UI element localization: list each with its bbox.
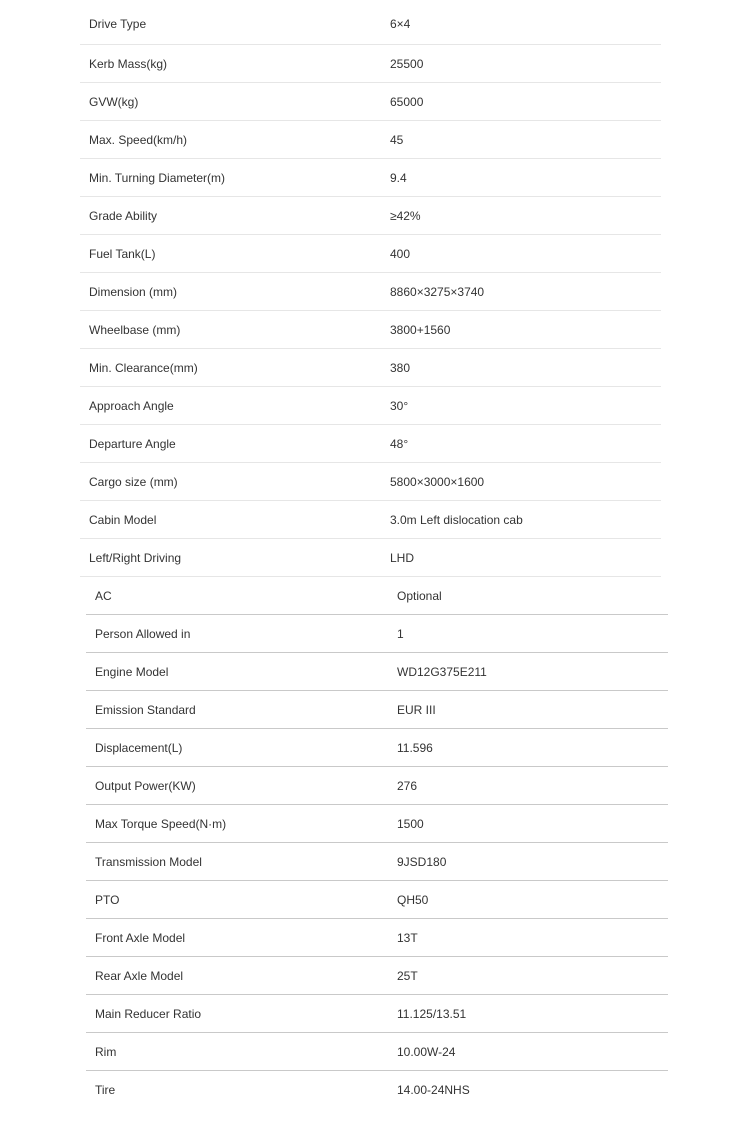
spec-row-pto [0,881,750,919]
spec-label: Approach Angle [89,399,174,413]
spec-label: Displacement(L) [95,741,183,755]
spec-row-max-torque-speed [0,805,750,843]
spec-label: PTO [95,893,120,907]
spec-row-cargo-size [0,463,750,501]
spec-label: Kerb Mass(kg) [89,57,168,71]
spec-row-ac [0,577,750,615]
spec-value: 1 [397,627,404,641]
spec-value: 5800×3000×1600 [390,475,485,489]
spec-value: 276 [397,779,418,793]
spec-label: Cabin Model [89,513,157,527]
spec-row-driving-side [0,539,750,577]
spec-label: Dimension (mm) [89,285,178,299]
spec-value: 9JSD180 [397,855,447,869]
spec-row-fuel-tank [0,235,750,273]
spec-value: 11.596 [397,741,433,755]
spec-value: 11.125/13.51 [397,1007,467,1021]
spec-label: Left/Right Driving [89,551,182,565]
spec-value: 10.00W-24 [397,1045,456,1059]
spec-label: Drive Type [89,17,147,31]
spec-label: Rim [95,1045,117,1059]
spec-row-grade-ability [0,197,750,235]
spec-row-gvw [0,83,750,121]
spec-label: Tire [95,1083,116,1097]
spec-label: GVW(kg) [89,95,139,109]
spec-value: 9.4 [390,171,407,185]
spec-value: 14.00-24NHS [397,1083,470,1097]
spec-value: 45 [390,133,404,147]
spec-value: 13T [397,931,418,945]
spec-row-output-power [0,767,750,805]
spec-label: Fuel Tank(L) [89,247,156,261]
spec-row-engine-model [0,653,750,691]
spec-label: Front Axle Model [95,931,186,945]
spec-label: Min. Clearance(mm) [89,361,198,375]
spec-row-rim [0,1033,750,1071]
spec-row-wheelbase [0,311,750,349]
spec-value: 3800+1560 [390,323,451,337]
spec-value: WD12G375E211 [397,665,487,679]
spec-label: Main Reducer Ratio [95,1007,202,1021]
spec-value: 3.0m Left dislocation cab [390,513,523,527]
spec-value: ≥42% [390,209,421,223]
spec-label: Rear Axle Model [95,969,184,983]
spec-value: 25T [397,969,418,983]
spec-row-rear-axle-model [0,957,750,995]
spec-row-cabin-model [0,501,750,539]
spec-label: Engine Model [95,665,169,679]
spec-value: 65000 [390,95,424,109]
spec-row-person-allowed [0,615,750,653]
spec-row-tire [0,1071,750,1109]
spec-value: 1500 [397,817,424,831]
spec-label: Cargo size (mm) [89,475,178,489]
spec-label: Person Allowed in [95,627,191,641]
spec-label: Max Torque Speed(N·m) [95,817,227,831]
spec-label: Output Power(KW) [95,779,196,793]
spec-row-kerb-mass [0,45,750,83]
spec-value: QH50 [397,893,429,907]
spec-value: 30° [390,399,409,413]
spec-value: LHD [390,551,415,565]
spec-label: Wheelbase (mm) [89,323,181,337]
spec-row-emission-standard [0,691,750,729]
spec-label: Emission Standard [95,703,196,717]
spec-label: AC [95,589,112,603]
spec-row-max-speed [0,121,750,159]
spec-value: 6×4 [390,17,411,31]
spec-row-approach-angle [0,387,750,425]
spec-label: Min. Turning Diameter(m) [89,171,226,185]
spec-row-drive-type [0,0,750,45]
spec-row-departure-angle [0,425,750,463]
spec-row-dimension [0,273,750,311]
spec-label: Max. Speed(km/h) [89,133,188,147]
spec-value: 48° [390,437,409,451]
spec-value: EUR III [397,703,436,717]
spec-row-transmission-model [0,843,750,881]
spec-value: 380 [390,361,411,375]
spec-row-displacement [0,729,750,767]
spec-row-min-clearance [0,349,750,387]
spec-row-main-reducer-ratio [0,995,750,1033]
spec-value: 400 [390,247,411,261]
spec-label: Departure Angle [89,437,176,451]
spec-value: 8860×3275×3740 [390,285,485,299]
spec-label: Transmission Model [95,855,202,869]
spec-row-turning-diameter [0,159,750,197]
spec-value: 25500 [390,57,424,71]
spec-row-front-axle-model [0,919,750,957]
spec-label: Grade Ability [89,209,158,223]
spec-value: Optional [397,589,442,603]
